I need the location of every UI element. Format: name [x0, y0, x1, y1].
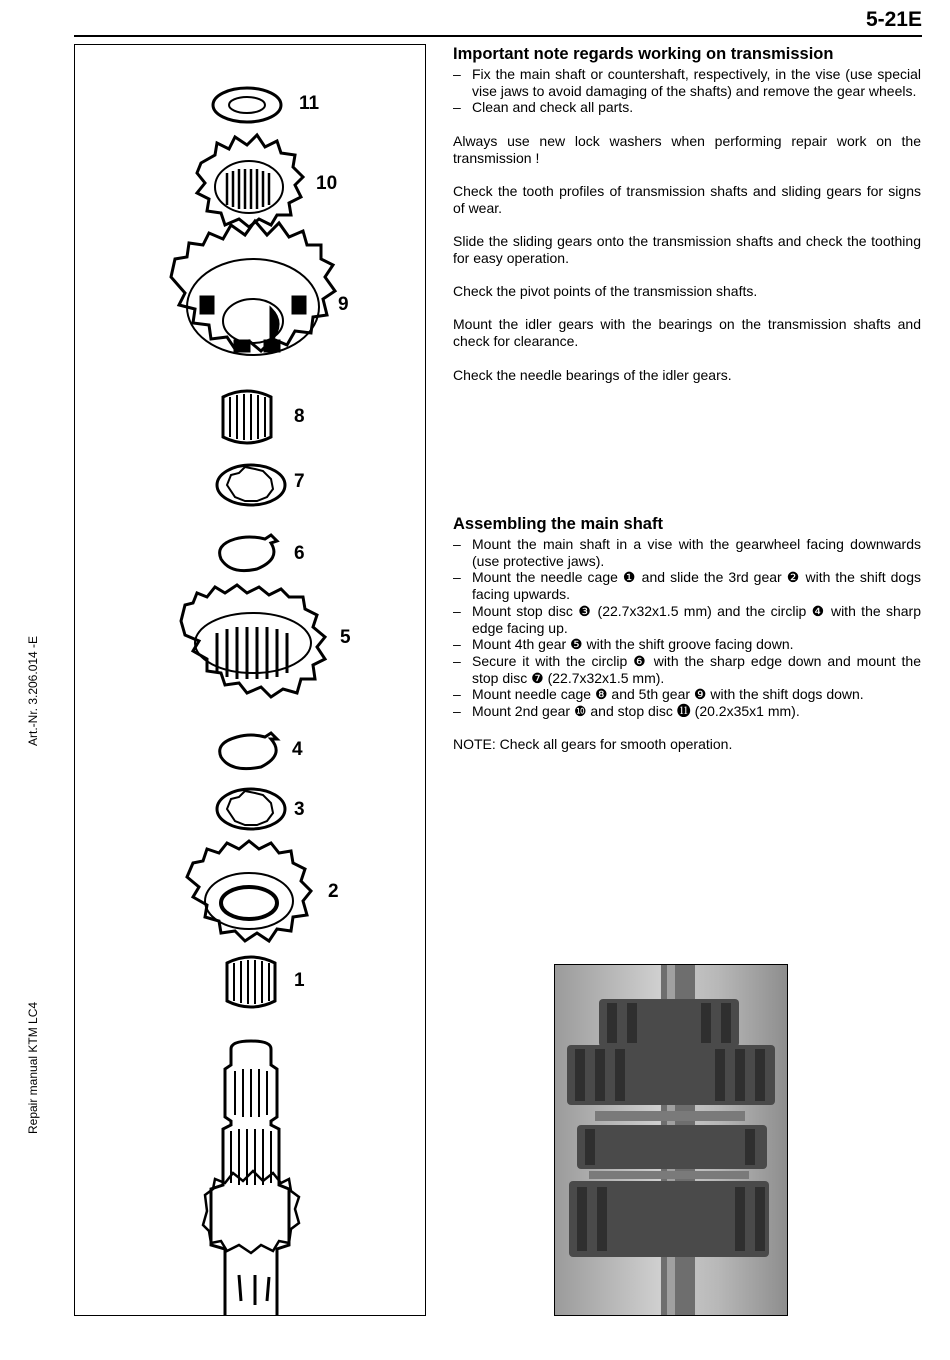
- callout-9: 9: [338, 294, 349, 315]
- transmission-note-list: [453, 66, 921, 116]
- main-shaft-drawing: [203, 1041, 299, 1316]
- callout-6: 6: [294, 543, 305, 564]
- assembling-section: [453, 514, 921, 753]
- callout-7: 7: [294, 471, 305, 492]
- callout-2: 2: [328, 881, 339, 902]
- callout-4: 4: [292, 739, 303, 760]
- list-item: – Mount needle cage ❽ and 5th gear ❾ with the shift dogs down.: [453, 686, 921, 703]
- assembling-title: Assembling the main shaft: [453, 515, 663, 533]
- list-item: – Fix the main shaft or countershaft, respectively, in the vise (use special vise jaws to avoid damaging of the shafts) and remove the gear wheels.: [453, 66, 921, 99]
- list-item: – Mount 2nd gear ❿ and stop disc ⓫ (20.2x35x1 mm).: [453, 703, 921, 720]
- circlip-6-drawing: [220, 535, 277, 571]
- paragraph: Slide the sliding gears onto the transmission shafts and check the toothing for easy operation.: [453, 232, 921, 266]
- gear-10-drawing: [197, 135, 303, 227]
- list-item: – Mount stop disc ❸ (22.7x32x1.5 mm) and the circlip ❹ with the sharp edge facing up.: [453, 603, 921, 636]
- header-rule: [74, 35, 922, 37]
- transmission-note-title: Important note regards working on transmission: [453, 45, 834, 63]
- list-item: – Secure it with the circlip ❻ with the sharp edge down and mount the stop disc ❼ (22.7x32x1.5 mm).: [453, 653, 921, 686]
- paragraph: Mount the idler gears with the bearings on the transmission shafts and check for clearance.: [453, 316, 921, 350]
- assembled-shaft-photo: [554, 964, 788, 1316]
- callout-11: 11: [299, 93, 320, 114]
- transmission-note-section: [453, 44, 921, 383]
- article-number: Art.-Nr. 3.206.014 -E: [26, 635, 40, 746]
- paragraph: Always use new lock washers when performing repair work on the transmission !: [453, 132, 921, 166]
- needle-cage-1-drawing: [227, 957, 275, 1007]
- assembled-shaft-photo-drawing: [555, 965, 787, 1315]
- circlip-4-drawing: [220, 733, 277, 769]
- note-paragraph: NOTE: Check all gears for smooth operation.: [453, 736, 733, 753]
- assembling-steps-list: [453, 536, 921, 720]
- callout-5: 5: [340, 627, 351, 648]
- needle-cage-8-drawing: [223, 391, 271, 443]
- stop-disc-7-drawing: [217, 465, 285, 505]
- list-item: – Mount 4th gear ❺ with the shift groove facing down.: [453, 636, 921, 653]
- page-number: 5-21E: [865, 8, 922, 31]
- stop-disc-11-drawing: [213, 88, 281, 122]
- gear-9-drawing: [171, 221, 335, 355]
- callout-10: 10: [316, 173, 338, 194]
- callout-8: 8: [294, 406, 305, 427]
- gear-2-drawing: [187, 841, 311, 941]
- paragraph: Check the needle bearings of the idler gears.: [453, 366, 732, 383]
- callout-3: 3: [294, 799, 305, 820]
- paragraph: Check the tooth profiles of transmission shafts and sliding gears for signs of wear.: [453, 182, 921, 216]
- list-item: – Clean and check all parts.: [453, 99, 921, 116]
- paragraph: Check the pivot points of the transmission shafts.: [453, 283, 758, 300]
- exploded-view-drawing: [75, 45, 426, 1316]
- gear-5-drawing: [181, 585, 325, 697]
- callout-1: 1: [294, 970, 305, 991]
- manual-title: Repair manual KTM LC4: [26, 1001, 40, 1134]
- list-item: – Mount the main shaft in a vise with the gearwheel facing downwards (use protective jaws).: [453, 536, 921, 569]
- stop-disc-3-drawing: [217, 789, 285, 829]
- exploded-view-figure: [74, 44, 426, 1316]
- list-item: – Mount the needle cage ❶ and slide the 3rd gear ❷ with the shift dogs facing upwards.: [453, 569, 921, 602]
